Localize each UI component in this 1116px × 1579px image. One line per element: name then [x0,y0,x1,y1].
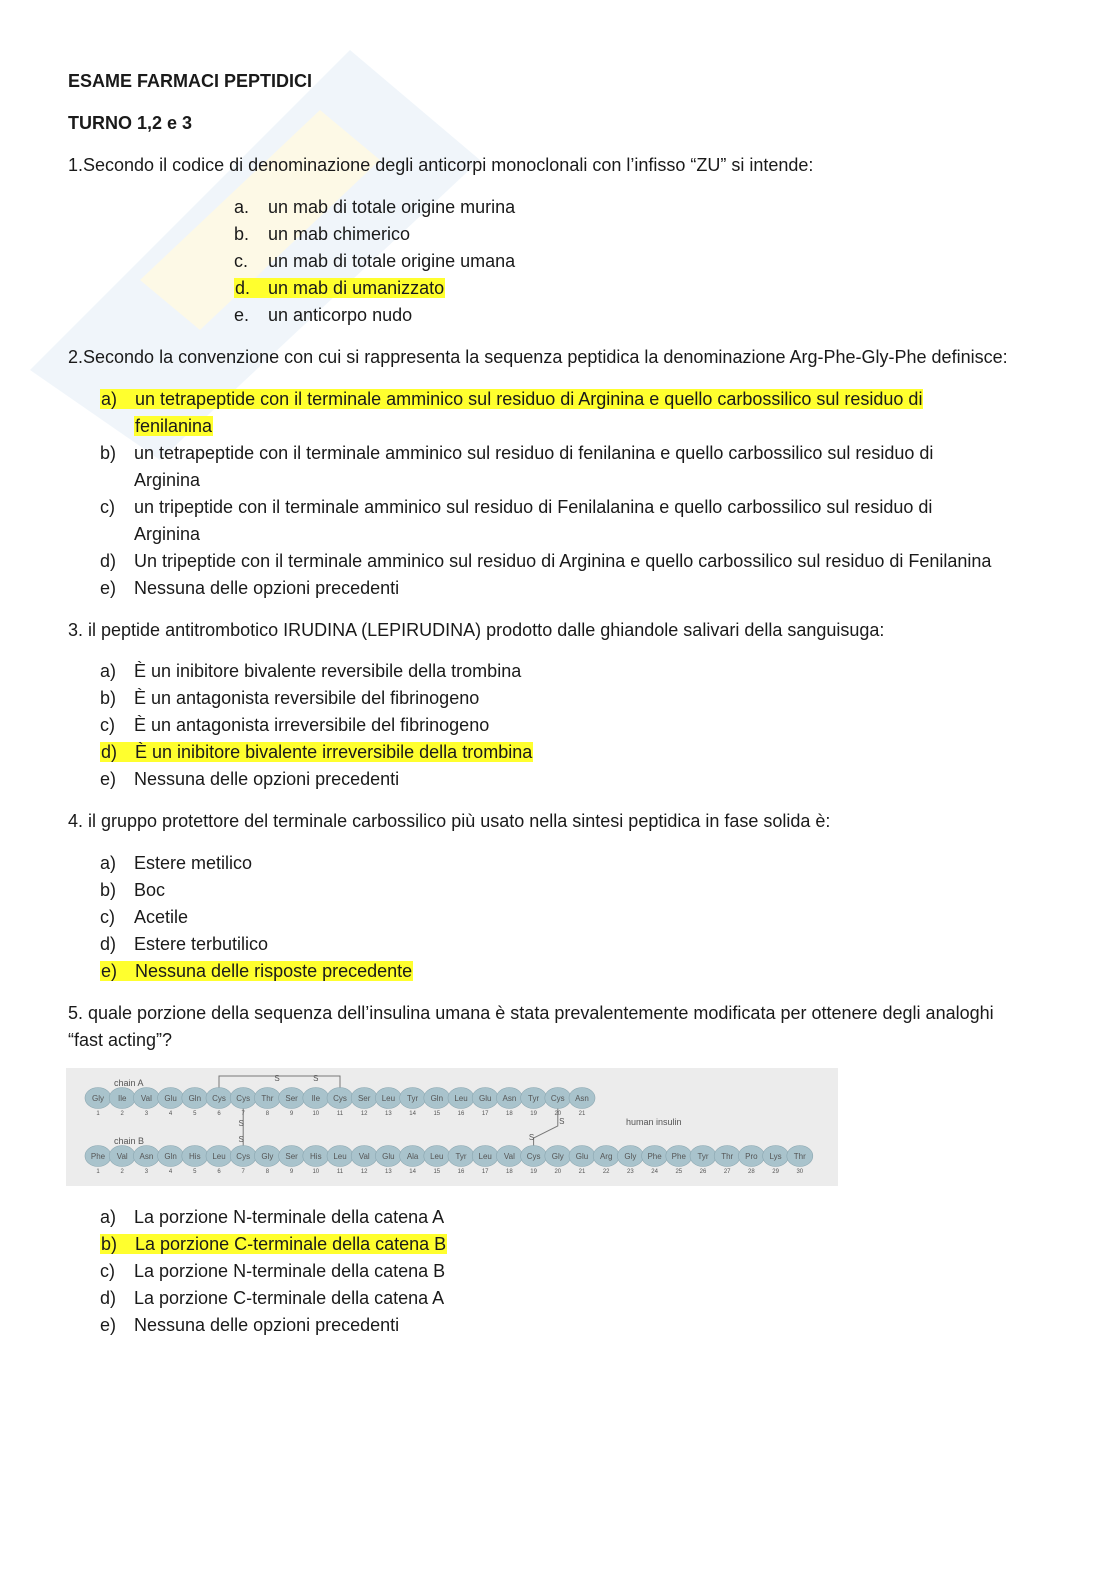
option-label: c) [100,1261,115,1281]
option-label: a. [234,197,250,217]
chain-b-residue-label: Phe [90,1152,106,1161]
option-text: un mab chimerico [268,224,411,244]
question-1: 1.Secondo il codice di denominazione degli anticorpi monoclonali con l’infisso “ZU” si intende: [68,155,814,175]
chain-b-position: 27 [723,1169,731,1175]
option-label: e) [100,1315,117,1335]
chain-b-position: 11 [336,1169,344,1175]
option-label: a) [100,661,117,681]
chain-a-residue-label: Tyr [407,1094,419,1103]
chain-b-residue-label: Gly [261,1152,274,1161]
chain-b-residue-label: Leu [478,1152,492,1161]
chain-b-position: 2 [120,1169,124,1175]
question-5-continued: “fast acting”? [68,1030,173,1050]
chain-a-residue-label: Leu [381,1094,396,1103]
chain-a-position: 1 [96,1111,100,1117]
option-text: La porzione C-terminale della catena B [118,1234,447,1254]
option-text: La porzione N-terminale della catena B [134,1261,446,1281]
chain-a-position: 21 [578,1111,586,1117]
chain-a-residue-label: Cys [333,1094,347,1103]
chain-b-position: 25 [675,1169,683,1175]
chain-a-residue-label: Tyr [528,1094,540,1103]
option-text-continued: fenilanina [135,416,213,436]
chain-a-residue-label: Ser [285,1094,298,1103]
option-text: un tetrapeptide con il terminale amminico sul residuo di fenilanina e quello carbossilico sul residuo di [134,443,934,463]
chain-a-position: 20 [554,1111,562,1117]
chain-b-residue-label: Cys [526,1152,541,1161]
chain-a-residue-label: Gln [430,1094,444,1103]
question-2: 2.Secondo la convenzione con cui si rappresenta la sequenza peptidica la denominazione Arg-Phe-Gly-Phe definisce: [68,347,1008,367]
option-label: b) [100,688,117,708]
option-label: b) [101,1234,118,1254]
question-4: 4. il gruppo protettore del terminale carbossilico più usato nella sintesi peptidica in fase solida è: [68,811,831,831]
option-text: È un inibitore bivalente reversibile della trombina [134,661,522,681]
option-label: d) [100,1288,117,1308]
option-text: È un inibitore bivalente irreversibile della trombina [118,742,533,762]
chain-b-position: 5 [193,1169,197,1175]
insulin-sequence-diagram [66,1068,838,1186]
option-text: un mab di totale origine umana [268,251,516,271]
chain-b-position: 26 [699,1169,707,1175]
option-label: a) [100,1207,117,1227]
chain-a-residue-label: Asn [502,1094,517,1103]
chain-a-residue-label: Glu [478,1094,492,1103]
chain-a-residue-label: Gln [188,1094,202,1103]
sulfur-label: S [238,1119,244,1128]
chain-a-residue-label: Gly [92,1094,104,1103]
option-label: c) [100,715,115,735]
option-label: c) [100,497,115,517]
chain-b-position: 20 [554,1169,562,1175]
chain-a-residue-label: Val [140,1094,152,1103]
chain-b-position: 23 [627,1169,634,1175]
option-text: un tetrapeptide con il terminale amminico sul residuo di Arginina e quello carbossilico sul residuo di [118,389,923,409]
chain-a-residue-label: Leu [454,1094,468,1103]
chain-b-residue-label: Thr [721,1152,734,1161]
sulfur-label: S [274,1074,280,1083]
chain-b-position: 1 [96,1169,100,1175]
chain-a-position: 3 [144,1111,149,1117]
option-text: un mab di totale origine murina [268,197,516,217]
chain-a-position: 11 [336,1111,344,1117]
option-text: Nessuna delle opzioni precedenti [134,578,400,598]
insulin-diagram-svg [66,1068,838,1186]
highlighted-answer [100,958,413,984]
option-text: È un antagonista irreversibile del fibrinogeno [134,715,490,735]
chain-b-residue-label: Leu [212,1152,226,1161]
chain-a-residue-label: Ile [311,1094,321,1103]
option-text: Estere metilico [134,853,253,873]
chain-a-position: 16 [457,1111,465,1117]
chain-b-position: 13 [385,1169,392,1175]
highlighted-answer [100,739,533,765]
chain-a-residue-label: Cys [212,1094,226,1103]
chain-b-residue-label: Ser [285,1152,298,1161]
highlighted-answer [100,1231,447,1257]
option-text: un anticorpo nudo [268,305,413,325]
option-label: d) [101,742,118,762]
chain-b-position: 15 [433,1169,441,1175]
chain-a-position: 2 [120,1111,124,1117]
chain-b-position: 6 [217,1169,221,1175]
option-text: Estere terbutilico [134,934,269,954]
chain-b-position: 17 [481,1169,489,1175]
sulfur-label: S [559,1117,565,1126]
option-text: Nessuna delle risposte precedente [118,961,413,981]
option-text: La porzione N-terminale della catena A [134,1207,445,1227]
chain-b-residue-label: Val [503,1152,515,1161]
option-label: e. [234,305,250,325]
chain-a-residue-label: Ile [117,1094,127,1103]
chain-b-residue-label: Phe [671,1152,686,1161]
option-label: c. [234,251,249,271]
option-label: b) [100,880,117,900]
chain-b-position: 21 [578,1169,586,1175]
option-text: un tripeptide con il terminale amminico sul residuo di Fenilalanina e quello carbossilico sul residuo di [134,497,933,517]
chain-b-residue-label: Cys [236,1152,251,1161]
option-text: Acetile [134,907,189,927]
chain-a-residue-label: Ser [357,1094,371,1103]
option-label: d) [100,934,117,954]
chain-a-label: chain A [114,1078,144,1088]
option-label: a) [101,389,118,409]
sulfur-label: S [313,1074,319,1083]
option-label: d) [100,551,117,571]
exam-title: ESAME FARMACI PEPTIDICI [68,71,313,91]
option-text: La porzione C-terminale della catena A [134,1288,445,1308]
turno-label: TURNO 1,2 e 3 [68,113,193,133]
chain-a-position: 4 [168,1111,173,1117]
option-label: e) [100,769,117,789]
highlighted-answer [234,275,445,301]
question-5: 5. quale porzione della sequenza dell’insulina umana è stata prevalentemente modificata per ottenere degli analoghi [68,1003,994,1023]
chain-b-residue-label: Gln [164,1152,177,1161]
chain-b-residue-label: Arg [599,1152,613,1161]
option-label: e) [100,578,117,598]
chain-a-residue-label: Glu [164,1094,177,1103]
chain-b-residue-label: Glu [382,1152,395,1161]
chain-b-residue-label: Tyr [455,1152,467,1161]
chain-b-position: 22 [602,1169,610,1175]
chain-b-position: 10 [312,1169,320,1175]
chain-b-position: 19 [530,1169,537,1175]
option-label: c) [100,907,115,927]
question-3: 3. il peptide antitrombotico IRUDINA (LEPIRUDINA) prodotto dalle ghiandole salivari della sanguisuga: [68,620,885,640]
chain-a-residue-label: Cys [236,1094,251,1103]
chain-b-position: 24 [651,1169,658,1175]
option-text: un mab di umanizzato [251,278,445,298]
chain-b-position: 4 [168,1169,173,1175]
chain-b-residue-label: Leu [333,1152,347,1161]
chain-b-position: 30 [796,1169,804,1175]
option-text: Un tripeptide con il terminale amminico sul residuo di Arginina e quello carbossilico sul residuo di Fenilanina [134,551,992,571]
chain-a-position: 9 [289,1111,294,1117]
option-text: È un antagonista reversibile del fibrinogeno [134,688,480,708]
chain-b-residue-label: Tyr [697,1152,709,1161]
chain-b-residue-label: Val [116,1152,128,1161]
chain-a-position: 14 [409,1111,416,1117]
chain-a-position: 12 [360,1111,368,1117]
chain-b-residue-label: Ala [406,1152,419,1161]
chain-b-position: 28 [748,1169,755,1175]
option-label: a) [100,853,117,873]
chain-b-residue-label: His [189,1152,201,1161]
chain-b-residue-label: Gly [624,1152,637,1161]
option-label: b. [234,224,250,244]
chain-a-residue-label: Thr [261,1094,274,1103]
chain-b-label: chain B [114,1136,145,1146]
chain-b-position: 16 [457,1169,465,1175]
chain-b-position: 14 [409,1169,416,1175]
chain-b-position: 7 [241,1169,245,1175]
option-text-continued: Arginina [134,470,201,490]
chain-b-position: 12 [360,1169,368,1175]
chain-b-residue-label: Thr [793,1152,806,1161]
sulfur-label: S [238,1135,244,1144]
chain-b-position: 8 [265,1169,270,1175]
option-label: e) [101,961,118,981]
chain-b-residue-label: Gly [551,1152,564,1161]
chain-a-position: 17 [481,1111,489,1117]
option-text: Nessuna delle opzioni precedenti [134,1315,400,1335]
option-text: Boc [134,880,166,900]
chain-a-position: 13 [385,1111,392,1117]
sulfur-label: S [528,1133,535,1142]
chain-a-position: 8 [265,1111,270,1117]
chain-b-position: 18 [506,1169,513,1175]
chain-b-residue-label: Lys [769,1152,782,1161]
chain-a-position: 6 [217,1111,221,1117]
chain-b-residue-label: Pro [745,1152,758,1161]
highlighted-answer [100,386,923,412]
chain-a-residue-label: Cys [550,1094,565,1103]
chain-b-residue-label: Leu [430,1152,444,1161]
option-text-continued: Arginina [134,524,201,544]
human-insulin-caption: human insulin [626,1117,682,1127]
chain-b-position: 29 [772,1169,779,1175]
chain-a-position: 19 [530,1111,537,1117]
chain-b-residue-label: Val [358,1152,370,1161]
option-label: d. [235,278,251,298]
chain-b-residue-label: His [310,1152,322,1161]
chain-b-residue-label: Glu [575,1152,589,1161]
option-label: b) [100,443,117,463]
chain-a-position: 18 [506,1111,513,1117]
chain-b-residue-label: Phe [647,1152,662,1161]
chain-a-position: 15 [433,1111,441,1117]
chain-b-position: 3 [144,1169,149,1175]
chain-a-residue-label: Asn [575,1094,589,1103]
chain-a-position: 5 [193,1111,197,1117]
option-text: Nessuna delle opzioni precedenti [134,769,400,789]
chain-a-position: 10 [312,1111,320,1117]
chain-b-position: 9 [289,1169,294,1175]
chain-a-position: 7 [241,1111,245,1117]
chain-b-residue-label: Asn [139,1152,154,1161]
